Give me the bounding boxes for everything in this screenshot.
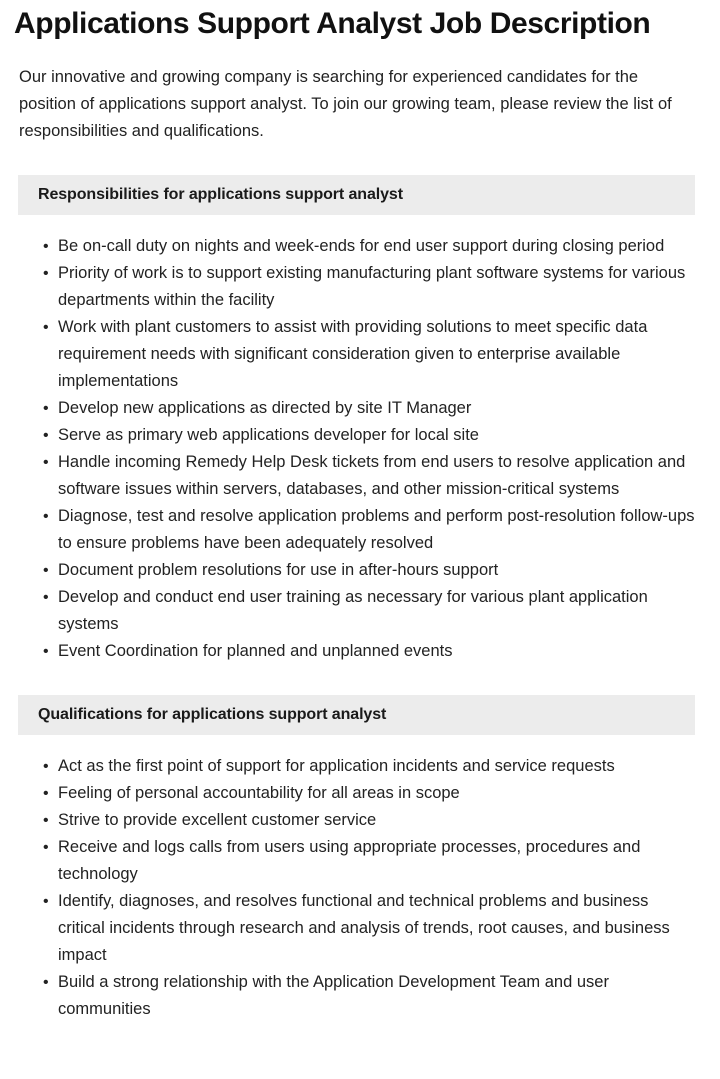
list-item: • Develop new applications as directed by site IT Manager	[58, 395, 695, 422]
intro-paragraph: Our innovative and growing company is searching for experienced candidates for the position of applications support analyst. To join our growing team, please review the list of responsibilities and qualifications.	[19, 68, 672, 140]
list-item: • Feeling of personal accountability for all areas in scope	[58, 780, 695, 807]
section	[0, 175, 720, 665]
list-item: • Build a strong relationship with the Application Development Team and user communities	[58, 969, 695, 1023]
list-item: • Event Coordination for planned and unplanned events	[58, 638, 695, 665]
list-item: • Identify, diagnoses, and resolves functional and technical problems and business critical incidents through research and analysis of trends, root causes, and business impact	[58, 888, 695, 969]
list-item: • Be on-call duty on nights and week-ends for end user support during closing period	[58, 233, 695, 260]
section-header	[18, 695, 695, 735]
list-item: • Document problem resolutions for use in after-hours support	[58, 557, 695, 584]
bullet-list	[0, 233, 720, 665]
section-header	[18, 175, 695, 215]
list-item: • Act as the first point of support for application incidents and service requests	[58, 753, 695, 780]
section-header-label: Qualifications for applications support analyst	[38, 706, 387, 723]
bullet-list	[0, 753, 720, 1023]
sections-container	[0, 175, 720, 1023]
bottom-spacer	[0, 1023, 720, 1053]
list-item: • Handle incoming Remedy Help Desk tickets from end users to resolve application and software issues within servers, databases, and other mission-critical systems	[58, 449, 695, 503]
list-item: • Serve as primary web applications developer for local site	[58, 422, 695, 449]
list-item: • Priority of work is to support existing manufacturing plant software systems for various departments within the facility	[58, 260, 695, 314]
section-header-label: Responsibilities for applications support analyst	[38, 186, 403, 203]
list-item: • Work with plant customers to assist with providing solutions to meet specific data requirement needs with significant consideration given to enterprise available implementations	[58, 314, 695, 395]
page-title: Applications Support Analyst Job Description	[14, 7, 651, 40]
list-item: • Develop and conduct end user training as necessary for various plant application systems	[58, 584, 695, 638]
list-item: • Strive to provide excellent customer service	[58, 807, 695, 834]
list-item: • Receive and logs calls from users using appropriate processes, procedures and technology	[58, 834, 695, 888]
section	[0, 695, 720, 1023]
list-item: • Diagnose, test and resolve application problems and perform post-resolution follow-ups to ensure problems have been adequately resolved	[58, 503, 695, 557]
